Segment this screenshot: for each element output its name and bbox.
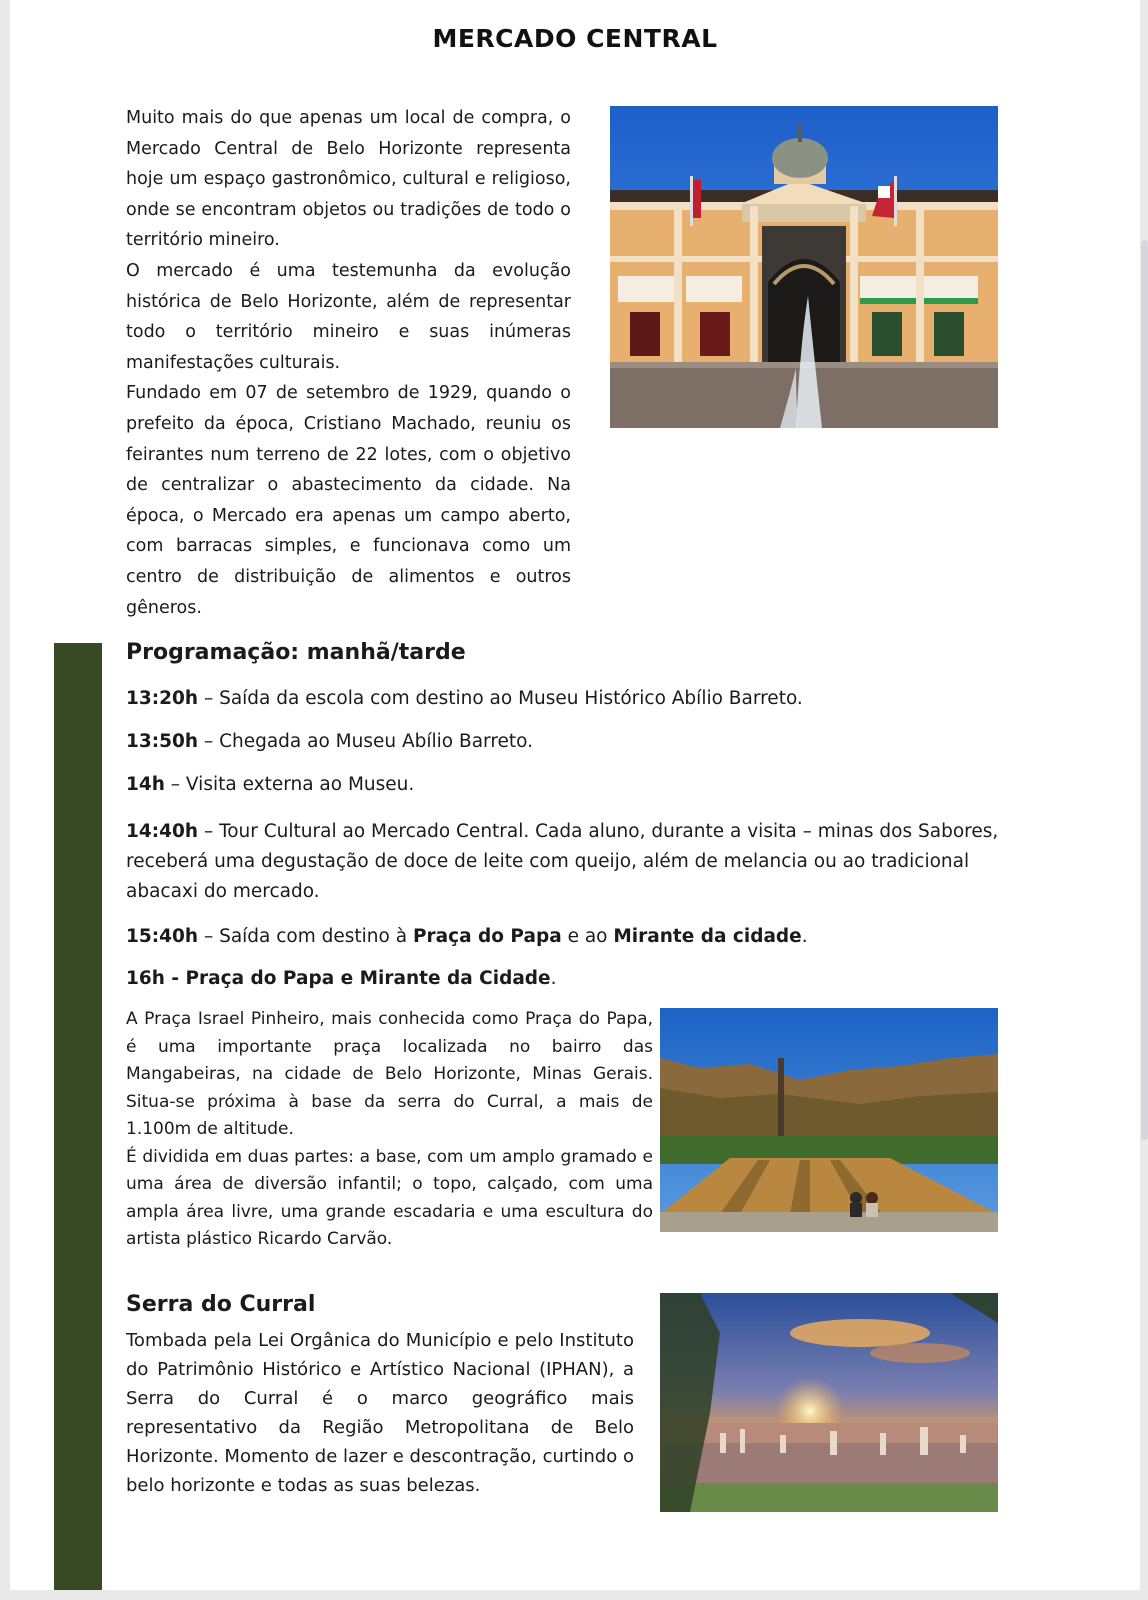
schedule-time: 14h [126, 774, 165, 795]
schedule-heading: Programação: manhã/tarde [126, 640, 466, 665]
schedule-text: – Tour Cultural ao Mercado Central. Cada aluno, durante a visita – minas dos Sabores, receberá uma degustação de doce de leite com queijo, além de melancia ou ao tradicional abacaxi do mercado. [126, 821, 999, 902]
serra-do-curral-photo [660, 1293, 998, 1512]
schedule-text: . [801, 926, 808, 947]
schedule-item [126, 684, 1046, 714]
praca-paragraph: A Praça Israel Pinheiro, mais conhecida como Praça do Papa, é uma importante praça localizada no bairro das Mangabeiras, na cidade de Belo Horizonte, Minas Gerais. Situa-se próxima à base da serra do Curral, a mais de 1.100m de altitude. [126, 1009, 653, 1139]
schedule-text: . [550, 968, 557, 989]
praca-do-papa-photo [660, 1008, 998, 1232]
intro-paragraph: Fundado em 07 de setembro de 1929, quando o prefeito da época, Cristiano Machado, reuniu os feirantes num terreno de 22 lotes, com o objetivo de centralizar o abastecimento da cidade. Na época, o Mercado era apenas um campo aberto, com barracas simples, e funcionava como um centro de distribuição de alimentos e outros gêneros. [126, 383, 571, 618]
schedule-item [126, 727, 1046, 757]
mercado-central-photo [610, 106, 998, 428]
schedule-time: 16h - Praça do Papa e Mirante da Cidade [126, 968, 551, 989]
schedule-item [126, 770, 1046, 800]
page-title: MERCADO CENTRAL [432, 24, 718, 53]
schedule-time: 13:20h [126, 688, 199, 709]
scrollbar[interactable] [1141, 240, 1148, 1140]
schedule-place: Mirante da cidade [613, 926, 802, 947]
schedule-text: – Visita externa ao Museu. [164, 774, 415, 795]
serra-text: Tombada pela Lei Orgânica do Município e pelo Instituto do Patrimônio Histórico e Artístico Nacional (IPHAN), a Serra do Curral é o marco geográfico mais representativo da Região Metropolitana de Belo Horizonte. Momento de lazer e descontração, curtindo o belo horizonte e todas as suas belezas. [126, 1330, 634, 1496]
praca-do-papa-illustration [660, 1008, 998, 1232]
document-page [10, 0, 1140, 1590]
serra-heading: Serra do Curral [126, 1292, 316, 1317]
schedule-item [126, 817, 1046, 907]
schedule-text: e ao [561, 926, 614, 947]
accent-bar [54, 643, 102, 1590]
intro-paragraph: O mercado é uma testemunha da evolução histórica de Belo Horizonte, além de representar todo o território mineiro e suas inúmeras manifestações culturais. [126, 260, 571, 373]
schedule-item [126, 964, 1046, 994]
schedule-text: – Chegada ao Museu Abílio Barreto. [198, 731, 534, 752]
schedule-time: 14:40h [126, 821, 199, 842]
praca-paragraph: É dividida em duas partes: a base, com um amplo gramado e uma área de diversão infantil; o topo, calçado, com uma ampla área livre, uma grande escadaria e uma escultura do artista plástico Ricardo Carvão. [126, 1146, 653, 1249]
intro-text [126, 103, 571, 623]
schedule-time: 13:50h [126, 731, 199, 752]
schedule-item [126, 922, 1046, 952]
serra-do-curral-illustration [660, 1293, 998, 1512]
mercado-central-illustration [610, 106, 998, 428]
praca-text [126, 1006, 653, 1254]
intro-paragraph: Muito mais do que apenas um local de compra, o Mercado Central de Belo Horizonte representa hoje um espaço gastronômico, cultural e religioso, onde se encontram objetos ou tradições de todo o território mineiro. [126, 108, 571, 251]
schedule-text: – Saída da escola com destino ao Museu Histórico Abílio Barreto. [198, 688, 803, 709]
schedule-place: Praça do Papa [412, 926, 562, 947]
schedule-text: – Saída com destino à [198, 926, 413, 947]
schedule-time: 15:40h [126, 926, 199, 947]
